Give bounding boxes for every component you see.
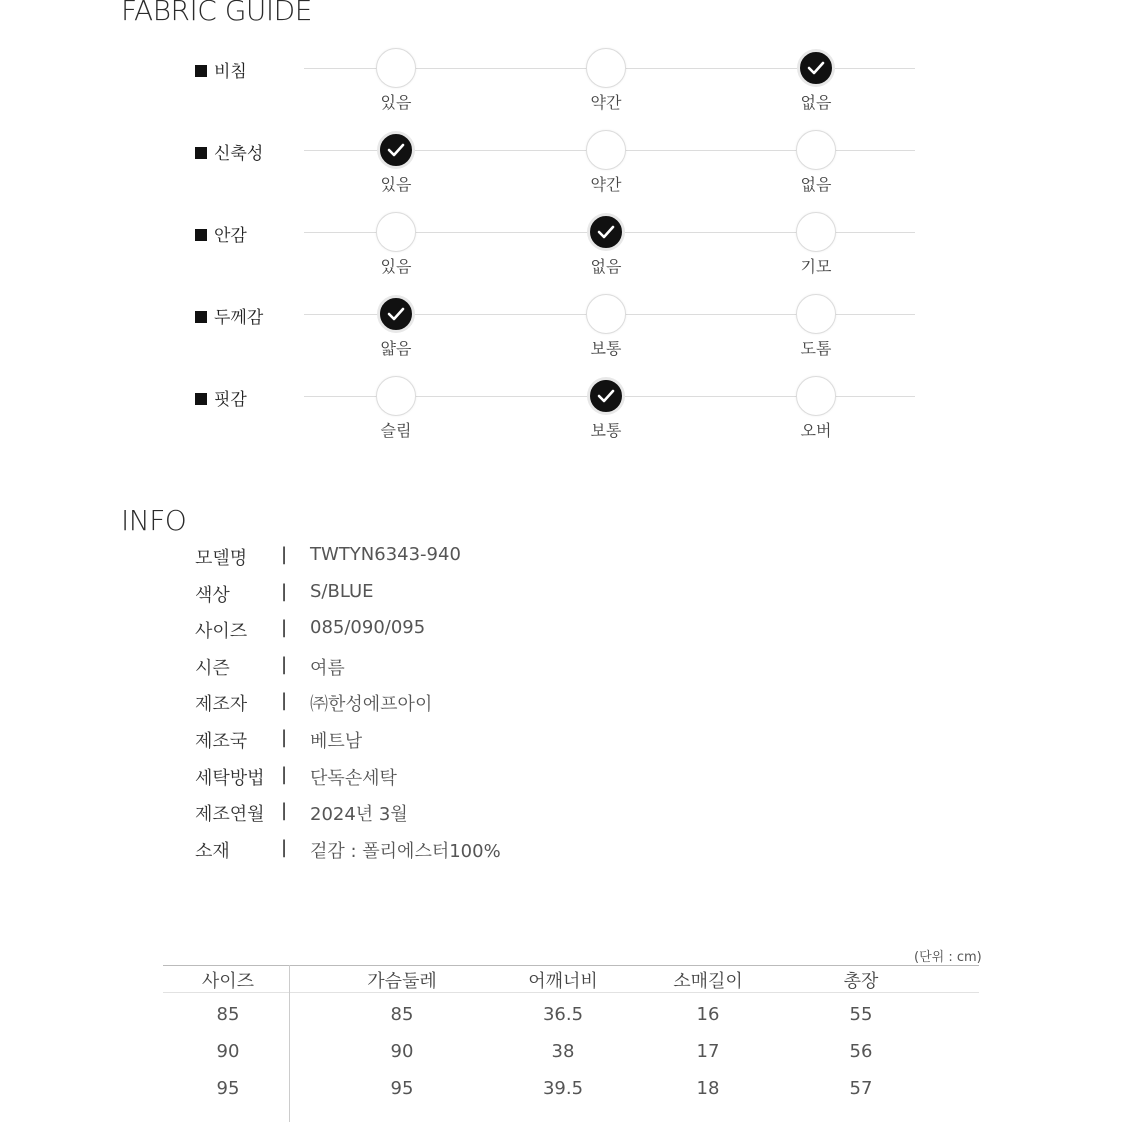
- info-separator: |: [281, 653, 288, 675]
- square-bullet-icon: [195, 229, 207, 241]
- size-table: [163, 965, 979, 1122]
- info-key: 제조국: [195, 731, 248, 752]
- fabric-option-circle: [586, 294, 626, 334]
- check-icon: [807, 60, 825, 76]
- table-column-divider: [289, 965, 290, 1122]
- fabric-guide-row: [0, 62, 1122, 138]
- fabric-option-label: 있음: [380, 175, 412, 194]
- info-value: 085/090/095: [310, 617, 426, 639]
- fabric-guide-row: [0, 144, 1122, 220]
- info-value: S/BLUE: [310, 580, 374, 602]
- fabric-option-label: 보통: [590, 339, 622, 358]
- table-cell: 95: [390, 1078, 414, 1099]
- fabric-guide-label-text: 핏감: [214, 390, 247, 410]
- fabric-option-label: 오버: [800, 421, 832, 440]
- table-cell: 85: [390, 1004, 414, 1025]
- fabric-guide-label-text: 안감: [214, 226, 247, 246]
- fabric-guide-label-text: 비침: [214, 62, 247, 82]
- table-cell: 90: [390, 1041, 414, 1062]
- fabric-guide-label: [195, 385, 247, 410]
- table-header-cell: 어깨너비: [528, 971, 598, 992]
- fabric-option-label: 도톰: [800, 339, 832, 358]
- info-key: 색상: [195, 584, 230, 606]
- fabric-option-circle: [796, 130, 836, 170]
- info-value: 겉감 : 폴리에스터100%: [310, 840, 501, 862]
- info-value: ㈜한성에프아이: [310, 694, 433, 716]
- info-key: 모델명: [195, 548, 248, 569]
- fabric-option-label: 보통: [590, 421, 622, 440]
- table-header-cell: 가슴둘레: [367, 971, 437, 992]
- fabric-option-label: 있음: [380, 257, 412, 276]
- info-key: 시즌: [195, 657, 230, 679]
- fabric-option-label: 없음: [800, 175, 832, 194]
- check-icon: [597, 224, 615, 240]
- info-value: TWTYN6343-940: [310, 544, 461, 565]
- info-value: 2024년 3월: [310, 804, 408, 826]
- check-icon: [597, 388, 615, 404]
- info-key: 사이즈: [195, 621, 248, 643]
- fabric-option-checked: [800, 52, 832, 84]
- fabric-guide-label-text: 신축성: [214, 144, 264, 164]
- fabric-guide-title: FABRIC GUIDE: [121, 0, 312, 27]
- table-cell: 16: [696, 1004, 720, 1025]
- table-cell: 90: [216, 1041, 240, 1062]
- table-cell: 39.5: [542, 1078, 584, 1099]
- fabric-guide-label: [195, 303, 263, 328]
- table-cell: 56: [849, 1041, 873, 1062]
- info-key: 제조자: [195, 694, 248, 716]
- check-icon: [387, 306, 405, 322]
- fabric-option-label: 약간: [590, 175, 622, 194]
- info-separator: |: [281, 580, 288, 602]
- fabric-option-circle: [796, 294, 836, 334]
- fabric-option-circle: [586, 130, 626, 170]
- info-value: 베트남: [310, 731, 363, 752]
- info-title: INFO: [121, 504, 187, 537]
- table-header-cell: 사이즈: [201, 971, 255, 992]
- table-cell: 18: [696, 1078, 720, 1099]
- fabric-option-label: 없음: [800, 93, 832, 112]
- fabric-option-checked: [590, 216, 622, 248]
- square-bullet-icon: [195, 65, 207, 77]
- info-key: 세탁방법: [195, 767, 265, 789]
- table-cell: 38: [551, 1041, 575, 1062]
- fabric-guide-label: [195, 221, 247, 246]
- table-cell: 36.5: [542, 1004, 584, 1025]
- square-bullet-icon: [195, 393, 207, 405]
- table-top-rule: [163, 965, 979, 966]
- fabric-option-label: 있음: [380, 93, 412, 112]
- fabric-option-circle: [376, 48, 416, 88]
- fabric-option-label: 얇음: [380, 339, 412, 358]
- fabric-option-circle: [796, 376, 836, 416]
- fabric-option-circle: [796, 212, 836, 252]
- fabric-guide-label: [195, 57, 247, 82]
- fabric-guide-label-text: 두께감: [214, 308, 264, 328]
- fabric-option-label: 없음: [590, 257, 622, 276]
- table-cell: 95: [216, 1078, 240, 1099]
- square-bullet-icon: [195, 311, 207, 323]
- fabric-option-checked: [380, 134, 412, 166]
- table-cell: 55: [849, 1004, 873, 1025]
- info-separator: |: [281, 617, 288, 639]
- info-separator: |: [281, 763, 288, 785]
- info-value: 여름: [310, 657, 345, 679]
- fabric-option-checked: [380, 298, 412, 330]
- size-unit-label: (단위 : cm): [914, 950, 982, 965]
- info-separator: |: [281, 727, 288, 748]
- table-header-cell: 소매길이: [673, 971, 743, 992]
- fabric-option-label: 약간: [590, 93, 622, 112]
- fabric-guide-row: [0, 390, 1122, 466]
- square-bullet-icon: [195, 147, 207, 159]
- fabric-option-checked: [590, 380, 622, 412]
- fabric-option-label: 기모: [800, 257, 832, 276]
- table-cell: 57: [849, 1078, 873, 1099]
- info-separator: |: [281, 544, 288, 565]
- info-key: 제조연월: [195, 804, 265, 826]
- table-cell: 17: [696, 1041, 720, 1062]
- info-key: 소재: [195, 840, 230, 862]
- fabric-option-circle: [376, 376, 416, 416]
- fabric-option-label: 슬림: [380, 421, 412, 440]
- fabric-guide-row: [0, 226, 1122, 302]
- check-icon: [387, 142, 405, 158]
- info-separator: |: [281, 690, 288, 712]
- fabric-option-circle: [376, 212, 416, 252]
- fabric-option-circle: [586, 48, 626, 88]
- table-cell: 85: [216, 1004, 240, 1025]
- info-separator: |: [281, 836, 288, 858]
- info-value: 단독손세탁: [310, 767, 397, 789]
- info-separator: |: [281, 800, 288, 822]
- table-header-cell: 총장: [843, 971, 879, 992]
- fabric-guide-label: [195, 139, 263, 164]
- fabric-guide-row: [0, 308, 1122, 384]
